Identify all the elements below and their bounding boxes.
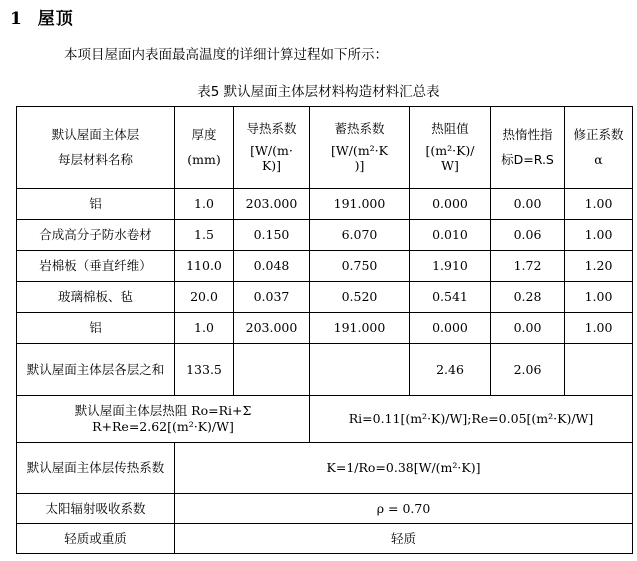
- table-row: [17, 251, 633, 282]
- thickness-cell: 20.0: [175, 282, 234, 313]
- weight-row: [17, 524, 633, 554]
- section-title: 屋顶: [37, 9, 74, 29]
- resistance-cell: 0.000: [410, 189, 491, 220]
- header-conductivity: 导热系数 [W/(m· K)]: [234, 107, 310, 189]
- table-caption: 表5 默认屋面主体层材料构造材料汇总表: [197, 84, 440, 100]
- material-name: 岩棉板（垂直纤维）: [17, 251, 175, 282]
- correction-cell: 1.00: [565, 189, 633, 220]
- thickness-cell: 110.0: [175, 251, 234, 282]
- conductivity-cell: 0.048: [234, 251, 310, 282]
- sum-thickness: 133.5: [175, 344, 234, 396]
- conductivity-cell: 203.000: [234, 313, 310, 344]
- header-inertia: 热惰性指 标D=R.S: [491, 107, 565, 189]
- weight-value: 轻质: [175, 524, 633, 554]
- resistance-label: 默认屋面主体层热阻 Ro=Ri+Σ R+Re=2.62[(m²·K)/W]: [17, 396, 310, 443]
- conductivity-cell: 203.000: [234, 189, 310, 220]
- inertia-cell: 0.06: [491, 220, 565, 251]
- section-number: 1: [10, 9, 23, 29]
- material-name: 铝: [17, 313, 175, 344]
- material-name: 铝: [17, 189, 175, 220]
- inertia-cell: 0.28: [491, 282, 565, 313]
- table-row: [17, 220, 633, 251]
- correction-cell: 1.00: [565, 220, 633, 251]
- conductivity-cell: 0.037: [234, 282, 310, 313]
- thickness-cell: 1.5: [175, 220, 234, 251]
- inertia-cell: 0.00: [491, 313, 565, 344]
- inertia-cell: 0.00: [491, 189, 565, 220]
- sum-row: [17, 344, 633, 396]
- correction-cell: 1.20: [565, 251, 633, 282]
- heat-storage-cell: 191.000: [310, 189, 410, 220]
- material-summary-table: [16, 106, 633, 554]
- sum-inertia: 2.06: [491, 344, 565, 396]
- inertia-cell: 1.72: [491, 251, 565, 282]
- heat-storage-cell: 0.750: [310, 251, 410, 282]
- sum-conductivity-empty: [234, 344, 310, 396]
- header-row: [17, 107, 633, 189]
- resistance-cell: 1.910: [410, 251, 491, 282]
- heat-storage-cell: 0.520: [310, 282, 410, 313]
- resistance-cell: 0.010: [410, 220, 491, 251]
- thickness-cell: 1.0: [175, 313, 234, 344]
- table-row: [17, 282, 633, 313]
- resistance-value: Ri=0.11[(m²·K)/W];Re=0.05[(m²·K)/W]: [310, 396, 633, 443]
- heat-storage-cell: 191.000: [310, 313, 410, 344]
- section-heading: [10, 4, 74, 29]
- conductivity-cell: 0.150: [234, 220, 310, 251]
- transfer-row: [17, 443, 633, 494]
- sum-resistance: 2.46: [410, 344, 491, 396]
- thickness-cell: 1.0: [175, 189, 234, 220]
- resistance-row: [17, 396, 633, 443]
- material-name: 玻璃棉板、毡: [17, 282, 175, 313]
- table-row: [17, 189, 633, 220]
- header-heat-storage: 蓄热系数 [W/(m²·K )]: [310, 107, 410, 189]
- sum-correction-empty: [565, 344, 633, 396]
- header-resistance: 热阻值 [(m²·K)/ W]: [410, 107, 491, 189]
- correction-cell: 1.00: [565, 313, 633, 344]
- correction-cell: 1.00: [565, 282, 633, 313]
- absorption-row: [17, 494, 633, 524]
- resistance-cell: 0.000: [410, 313, 491, 344]
- absorption-label: 太阳辐射吸收系数: [17, 494, 175, 524]
- absorption-value: ρ = 0.70: [175, 494, 633, 524]
- table-row: [17, 313, 633, 344]
- weight-label: 轻质或重质: [17, 524, 175, 554]
- header-correction: 修正系数 α: [565, 107, 633, 189]
- transfer-value: K=1/Ro=0.38[W/(m²·K)]: [175, 443, 633, 494]
- sum-heat-storage-empty: [310, 344, 410, 396]
- header-thickness: 厚度 (mm): [175, 107, 234, 189]
- intro-paragraph: 本项目屋面内表面最高温度的详细计算过程如下所示：: [64, 47, 388, 63]
- resistance-cell: 0.541: [410, 282, 491, 313]
- sum-label: 默认屋面主体层各层之和: [17, 344, 175, 396]
- transfer-label: 默认屋面主体层传热系数: [17, 443, 175, 494]
- heat-storage-cell: 6.070: [310, 220, 410, 251]
- header-material: 默认屋面主体层 每层材料名称: [17, 107, 175, 189]
- material-name: 合成高分子防水卷材: [17, 220, 175, 251]
